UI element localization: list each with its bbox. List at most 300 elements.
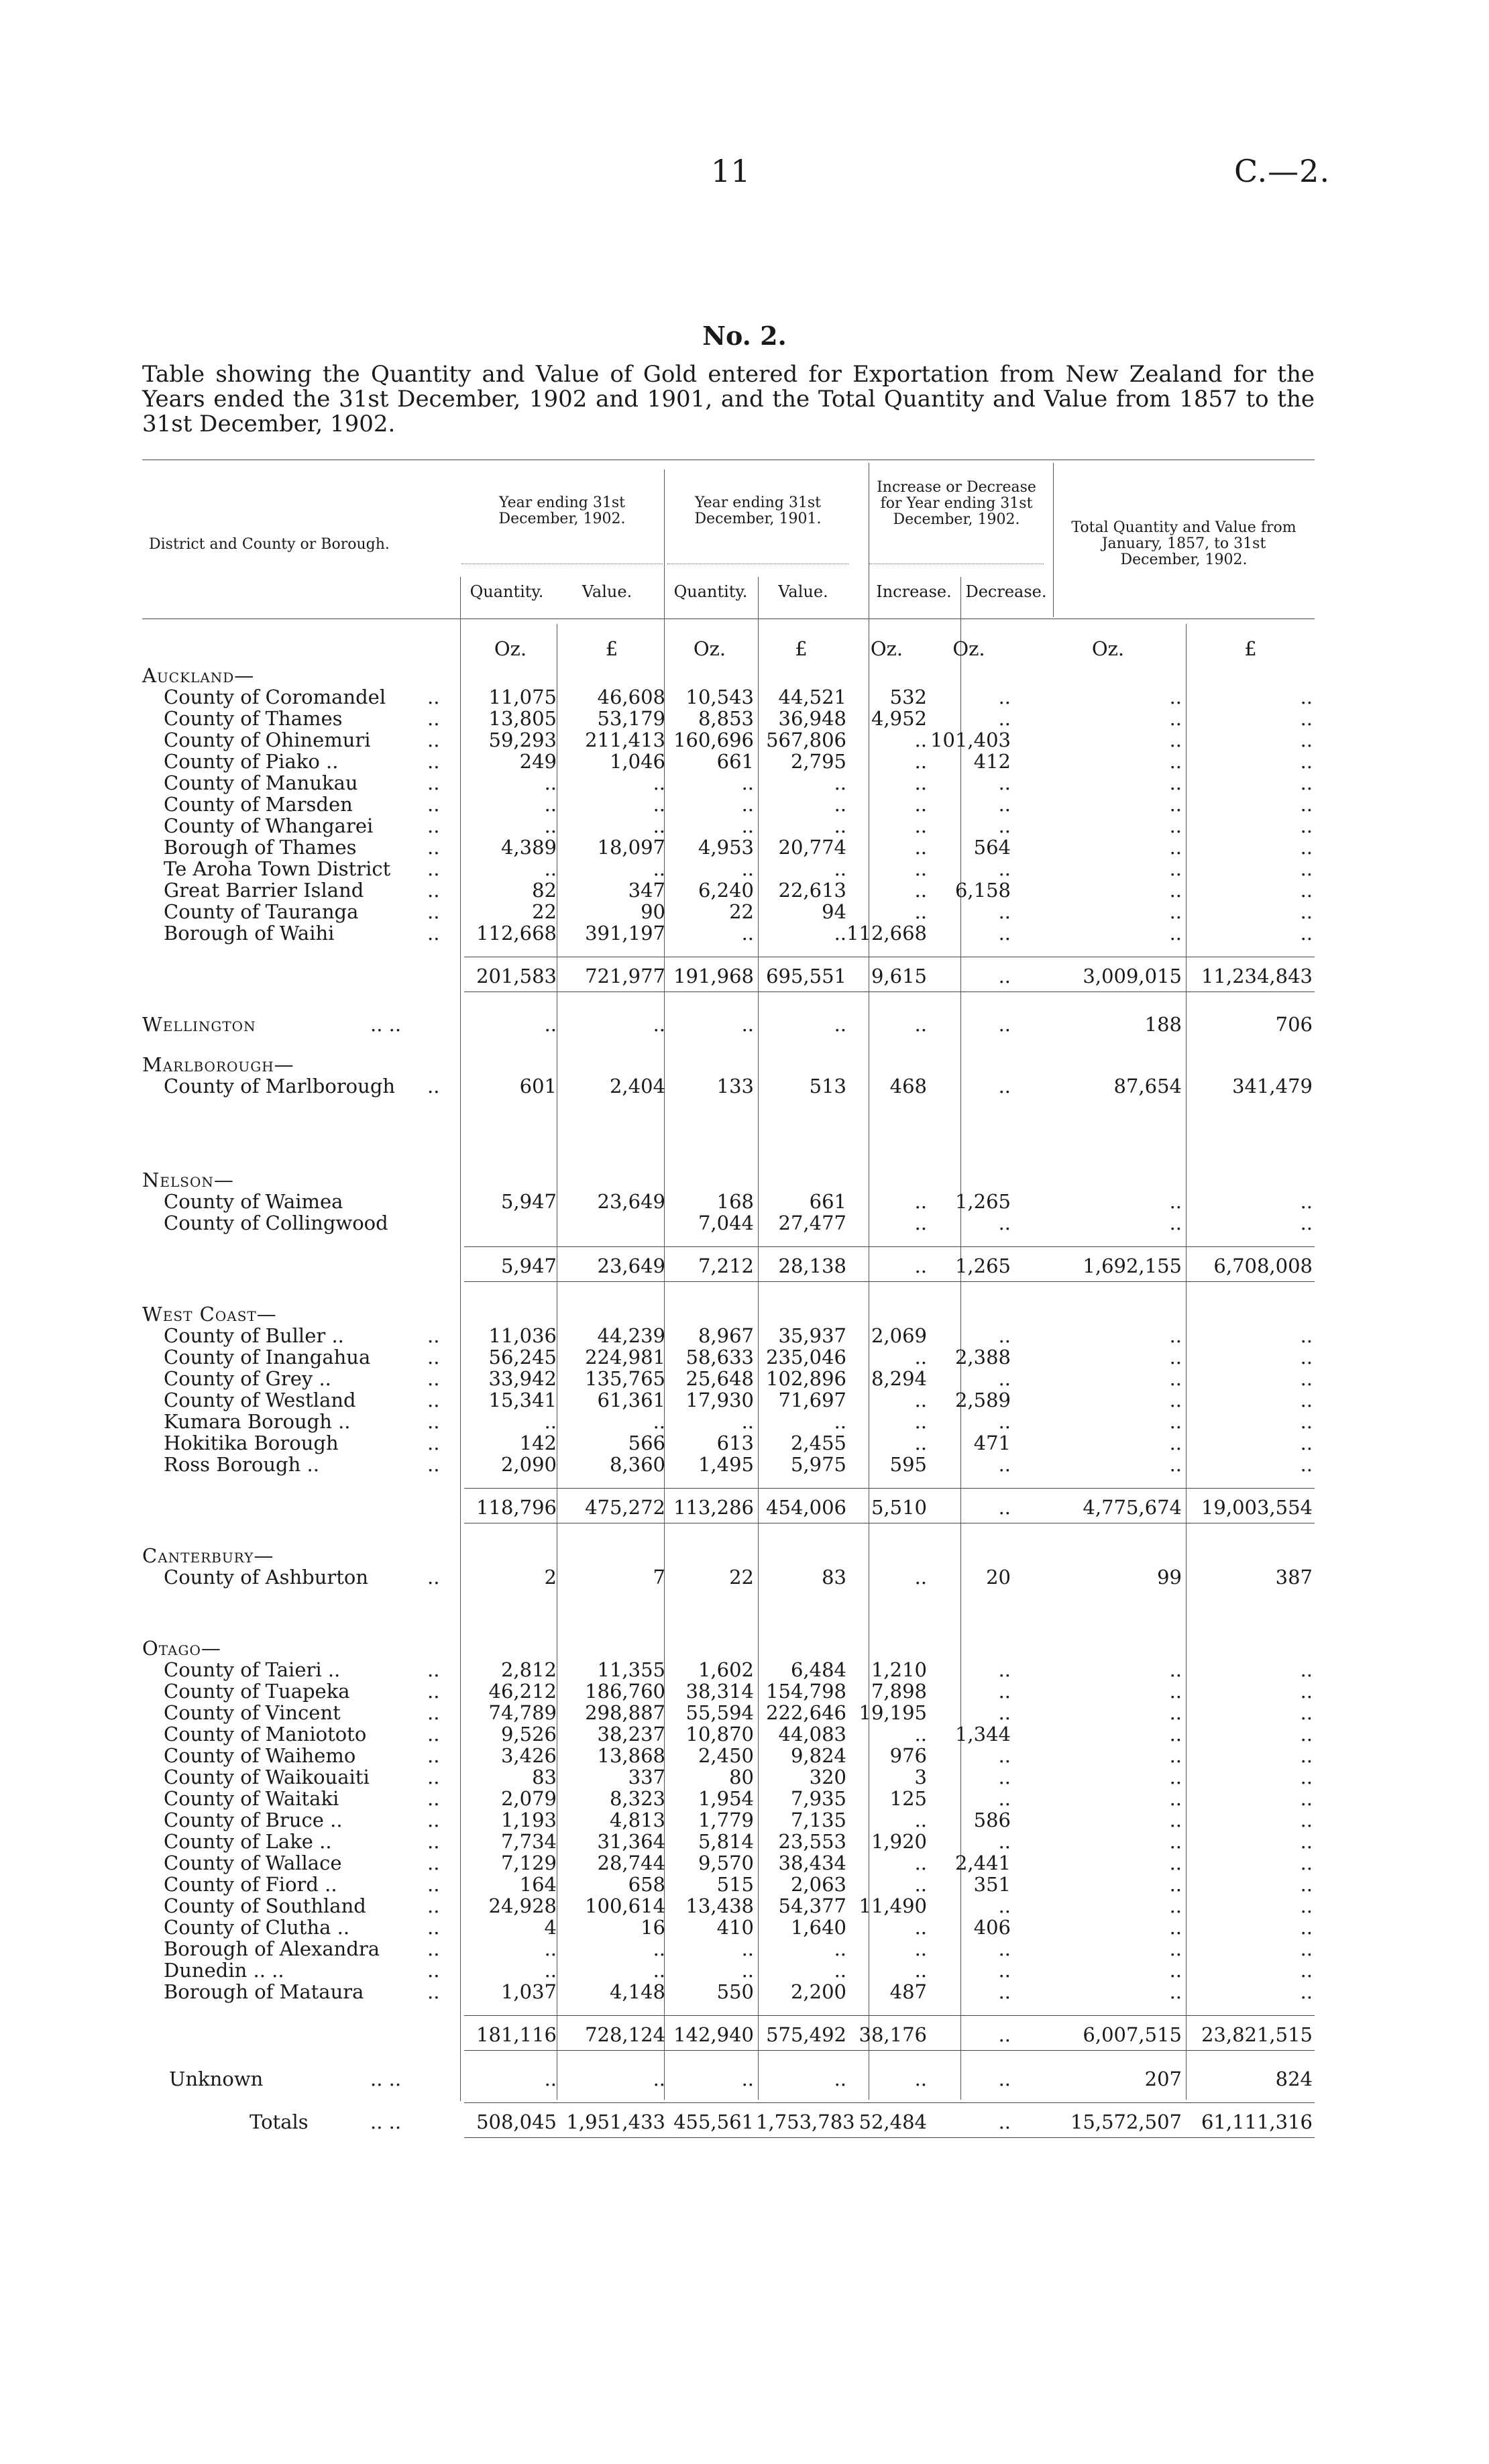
unit-label: £ xyxy=(605,637,618,660)
table-cell: .. xyxy=(998,1410,1011,1433)
table-row xyxy=(142,1367,1323,1389)
row-label: County of Thames xyxy=(164,707,343,730)
region-row xyxy=(142,1169,1323,1190)
region-row xyxy=(142,1544,1323,1566)
table-cell: 661 xyxy=(809,1190,846,1213)
table-cell: .. xyxy=(914,1254,927,1277)
table-cell: 11,036 xyxy=(488,1324,557,1347)
table-cell: 3,426 xyxy=(500,1744,557,1767)
table-cell: .. xyxy=(653,2068,665,2090)
table-cell: 695,551 xyxy=(766,965,846,987)
table-row xyxy=(142,1324,1323,1346)
table-cell: 1,692,155 xyxy=(1083,1254,1182,1277)
table-cell: .. xyxy=(544,771,557,794)
leader-dots: .. xyxy=(427,707,440,730)
table-cell: .. xyxy=(834,2068,846,2090)
table-cell: .. xyxy=(741,1959,754,1982)
unit-label: £ xyxy=(795,637,808,660)
subtotal-row xyxy=(142,965,1323,986)
table-cell: 224,981 xyxy=(585,1346,665,1369)
table-cell: .. xyxy=(998,793,1011,816)
table-cell: 1,495 xyxy=(698,1453,754,1476)
leader-dots: .. xyxy=(427,729,440,751)
table-cell: 201,583 xyxy=(476,965,557,987)
table-cell: .. xyxy=(1300,707,1313,730)
table-cell: 4,389 xyxy=(500,836,557,859)
leader-dots: .. xyxy=(427,686,440,708)
leader-dots: .. xyxy=(427,1346,440,1369)
table-cell: .. xyxy=(741,771,754,794)
table-cell: .. xyxy=(914,900,927,923)
table-cell: .. xyxy=(1300,750,1313,773)
leader-dots: .. xyxy=(427,1959,440,1982)
table-cell: .. xyxy=(998,1937,1011,1960)
table-cell: .. xyxy=(998,900,1011,923)
leader-dots: .. xyxy=(427,1766,440,1788)
row-label: County of Fiord .. xyxy=(164,1873,337,1896)
table-cell: 25,648 xyxy=(685,1367,754,1390)
table-cell: .. xyxy=(544,1937,557,1960)
table-row xyxy=(142,771,1323,793)
table-cell: 58,633 xyxy=(685,1346,754,1369)
table-cell: .. xyxy=(1300,1389,1313,1411)
table-cell: .. xyxy=(653,1013,665,1036)
table-cell: .. xyxy=(998,1212,1011,1234)
table-cell: 1,779 xyxy=(698,1809,754,1831)
table-cell: .. xyxy=(544,793,557,816)
leader-dots: .. xyxy=(427,879,440,902)
table-cell: 44,083 xyxy=(778,1723,846,1746)
table-cell: 11,234,843 xyxy=(1201,965,1313,987)
table-cell: .. xyxy=(1169,1410,1182,1433)
subtotal-rule xyxy=(464,1281,1315,1282)
table-cell: 87,654 xyxy=(1113,1075,1182,1097)
column-rule xyxy=(1053,463,1054,617)
leader-dots: .. xyxy=(427,1075,440,1097)
table-cell: 471 xyxy=(973,1432,1011,1454)
table-cell: 10,543 xyxy=(685,686,754,708)
table-cell: 71,697 xyxy=(778,1389,846,1411)
table-cell: 17,930 xyxy=(685,1389,754,1411)
table-cell: 824 xyxy=(1275,2068,1313,2090)
row-label: Te Aroha Town District xyxy=(164,857,391,880)
row-label: County of Piako .. xyxy=(164,750,339,773)
table-cell: 412 xyxy=(973,750,1011,773)
table-cell: .. xyxy=(914,1013,927,1036)
table-row xyxy=(142,707,1323,729)
table-cell: 567,806 xyxy=(766,729,846,751)
table-row xyxy=(142,1453,1323,1475)
table-cell: .. xyxy=(1300,1959,1313,1982)
table-cell: 2,063 xyxy=(790,1873,846,1896)
table-cell: 83 xyxy=(532,1766,557,1788)
table-cell: .. xyxy=(834,793,846,816)
table-cell: 2,404 xyxy=(609,1075,665,1097)
table-cell: 391,197 xyxy=(585,922,665,945)
qty-1901-subheader: Quantity. xyxy=(673,582,748,601)
table-cell: .. xyxy=(741,1937,754,1960)
table-cell: .. xyxy=(834,814,846,837)
table-row xyxy=(142,1432,1323,1453)
row-label: County of Taieri .. xyxy=(164,1658,341,1681)
table-cell: .. xyxy=(1300,1787,1313,1810)
table-cell: 186,760 xyxy=(585,1680,665,1703)
table-cell: 5,975 xyxy=(790,1453,846,1476)
table-cell: 575,492 xyxy=(766,2023,846,2046)
row-label: County of Clutha .. xyxy=(164,1916,350,1939)
table-cell: .. xyxy=(1169,1809,1182,1831)
table-cell: .. xyxy=(741,814,754,837)
leader-dots: .. xyxy=(427,793,440,816)
row-label: County of Maniototo xyxy=(164,1723,367,1746)
table-row xyxy=(142,1566,1323,1587)
table-cell: 82 xyxy=(532,879,557,902)
row-label: County of Southland xyxy=(164,1894,366,1917)
row-label: Borough of Waihi xyxy=(164,922,335,945)
table-cell: 22 xyxy=(532,900,557,923)
leader-dots: .. xyxy=(427,814,440,837)
subtotal-rule xyxy=(464,2102,1315,2103)
table-cell: 406 xyxy=(973,1916,1011,1939)
table-cell: 56,245 xyxy=(488,1346,557,1369)
table-cell: 164 xyxy=(519,1873,557,1896)
table-cell: .. xyxy=(914,1723,927,1746)
table-cell: .. xyxy=(1169,1894,1182,1917)
table-cell: 211,413 xyxy=(585,729,665,751)
leader-dots: .. xyxy=(427,750,440,773)
table-cell: 347 xyxy=(628,879,665,902)
table-cell: 4,813 xyxy=(609,1809,665,1831)
leader-dots: .. xyxy=(427,1389,440,1411)
table-cell: 1,602 xyxy=(698,1658,754,1681)
table-cell: .. xyxy=(544,1410,557,1433)
table-cell: 36,948 xyxy=(778,707,846,730)
table-cell: .. xyxy=(1300,1980,1313,2003)
table-cell: 5,947 xyxy=(500,1254,557,1277)
table-cell: .. xyxy=(998,1980,1011,2003)
table-cell: .. xyxy=(741,1410,754,1433)
table-cell: .. xyxy=(1169,1873,1182,1896)
leader-dots: .. xyxy=(427,1894,440,1917)
table-cell: 46,608 xyxy=(597,686,665,708)
table-cell: 4,775,674 xyxy=(1083,1496,1182,1519)
leader-dots: .. xyxy=(427,1873,440,1896)
table-cell: 2,455 xyxy=(790,1432,846,1454)
table-cell: 2,069 xyxy=(871,1324,927,1347)
table-cell: .. xyxy=(1300,1190,1313,1213)
table-row xyxy=(142,1744,1323,1766)
table-cell: 1,344 xyxy=(954,1723,1011,1746)
table-cell: 154,798 xyxy=(766,1680,846,1703)
table-cell: 5,947 xyxy=(500,1190,557,1213)
table-cell: .. xyxy=(998,1959,1011,1982)
table-cell: 976 xyxy=(889,1744,927,1767)
table-cell: 31,364 xyxy=(597,1830,665,1853)
table-cell: .. xyxy=(653,771,665,794)
table-cell: .. xyxy=(1300,1432,1313,1454)
row-label: County of Coromandel xyxy=(164,686,386,708)
table-cell: .. xyxy=(834,1013,846,1036)
table-cell: .. xyxy=(914,2068,927,2090)
table-cell: .. xyxy=(1169,1766,1182,1788)
table-row xyxy=(142,879,1323,900)
table-cell: .. xyxy=(1169,1346,1182,1369)
table-cell: 6,158 xyxy=(954,879,1011,902)
table-cell: 2,795 xyxy=(790,750,846,773)
row-label: County of Grey .. xyxy=(164,1367,331,1390)
table-cell: .. xyxy=(1169,1389,1182,1411)
table-cell: 728,124 xyxy=(585,2023,665,2046)
table-cell: .. xyxy=(1300,1852,1313,1874)
table-cell: .. xyxy=(1300,1212,1313,1234)
table-cell: 53,179 xyxy=(597,707,665,730)
table-cell: .. xyxy=(1300,1701,1313,1724)
row-label: Nelson— xyxy=(142,1169,234,1191)
table-cell: .. xyxy=(1300,814,1313,837)
table-row xyxy=(142,836,1323,857)
table-cell: .. xyxy=(1169,686,1182,708)
table-row xyxy=(142,1916,1323,1937)
table-cell: 2,200 xyxy=(790,1980,846,2003)
row-label: Unknown xyxy=(169,2068,264,2090)
unit-label: Oz. xyxy=(1091,637,1125,660)
table-cell: 586 xyxy=(973,1809,1011,1831)
table-cell: .. xyxy=(1169,1937,1182,1960)
table-cell: 320 xyxy=(809,1766,846,1788)
table-cell: 181,116 xyxy=(476,2023,557,2046)
table-cell: .. xyxy=(1169,1190,1182,1213)
table-cell: 2 xyxy=(544,1566,557,1589)
table-cell: .. xyxy=(1300,729,1313,751)
row-label: County of Buller .. xyxy=(164,1324,344,1347)
subtotal-row xyxy=(142,2023,1323,2045)
unit-label: Oz. xyxy=(494,637,527,660)
subtotal-rule xyxy=(464,2050,1315,2051)
year-1902-header: Year ending 31st December, 1902. xyxy=(498,494,626,527)
table-cell: 8,360 xyxy=(609,1453,665,1476)
table-cell: 135,765 xyxy=(585,1367,665,1390)
table-cell: .. xyxy=(544,2068,557,2090)
leader-dots: .. xyxy=(427,1852,440,1874)
table-cell: .. xyxy=(1300,857,1313,880)
table-cell: 90 xyxy=(641,900,665,923)
table-cell: 7,734 xyxy=(500,1830,557,1853)
table-cell: 35,937 xyxy=(778,1324,846,1347)
table-cell: 23,649 xyxy=(597,1254,665,1277)
table-cell: 101,403 xyxy=(930,729,1011,751)
table-cell: 6,708,008 xyxy=(1213,1254,1313,1277)
table-cell: 16 xyxy=(641,1916,665,1939)
table-cell: .. xyxy=(1169,879,1182,902)
row-label: County of Marlborough xyxy=(164,1075,396,1097)
table-cell: 11,355 xyxy=(597,1658,665,1681)
table-cell: .. xyxy=(998,2110,1011,2133)
table-cell: 8,294 xyxy=(871,1367,927,1390)
table-cell: 59,293 xyxy=(488,729,557,751)
table-cell: 515 xyxy=(716,1873,754,1896)
table-cell: 74,789 xyxy=(488,1701,557,1724)
leader-dots: .. xyxy=(427,1453,440,1476)
table-cell: .. xyxy=(1300,771,1313,794)
table-cell: 11,075 xyxy=(488,686,557,708)
table-cell: .. xyxy=(998,1658,1011,1681)
table-cell: .. xyxy=(914,1852,927,1874)
table-cell: .. xyxy=(653,814,665,837)
table-cell: .. xyxy=(1169,1453,1182,1476)
table-cell: 8,853 xyxy=(698,707,754,730)
table-cell: 508,045 xyxy=(476,2110,557,2133)
table-cell: .. xyxy=(834,771,846,794)
table-cell: 658 xyxy=(628,1873,665,1896)
table-row xyxy=(142,922,1323,943)
table-cell: .. xyxy=(998,686,1011,708)
table-cell: .. xyxy=(1300,1894,1313,1917)
value-1901-subheader: Value. xyxy=(778,582,828,601)
row-label: County of Marsden xyxy=(164,793,353,816)
table-cell: 191,968 xyxy=(673,965,754,987)
table-cell: .. xyxy=(1300,1873,1313,1896)
table-row xyxy=(142,1346,1323,1367)
table-cell: 38,434 xyxy=(778,1852,846,1874)
table-cell: 613 xyxy=(716,1432,754,1454)
table-cell: .. xyxy=(914,857,927,880)
table-cell: .. xyxy=(998,1324,1011,1347)
table-cell: .. xyxy=(1300,1658,1313,1681)
region-row xyxy=(142,1637,1323,1658)
table-cell: .. xyxy=(834,1937,846,1960)
table-cell: .. xyxy=(998,1496,1011,1519)
table-cell: .. xyxy=(914,1873,927,1896)
table-cell: 298,887 xyxy=(585,1701,665,1724)
table-cell: 1,640 xyxy=(790,1916,846,1939)
table-cell: .. xyxy=(914,1346,927,1369)
leader-dots: .. xyxy=(427,1809,440,1831)
table-cell: .. xyxy=(653,793,665,816)
table-cell: .. xyxy=(998,1787,1011,1810)
table-row xyxy=(142,793,1323,814)
table-cell: .. xyxy=(1169,1980,1182,2003)
row-label: County of Whangarei xyxy=(164,814,374,837)
table-cell: 337 xyxy=(628,1766,665,1788)
subtotal-rule xyxy=(464,2137,1315,2138)
district-header: District and County or Borough. xyxy=(149,536,390,553)
units-row xyxy=(142,637,1323,659)
table-cell: .. xyxy=(914,1937,927,1960)
table-cell: 387 xyxy=(1275,1566,1313,1589)
table-cell: .. xyxy=(741,1013,754,1036)
row-label: County of Westland xyxy=(164,1389,356,1411)
table-cell: .. xyxy=(1300,1346,1313,1369)
table-cell: .. xyxy=(1169,836,1182,859)
leader-dots: .. xyxy=(427,1830,440,1853)
table-row xyxy=(142,900,1323,922)
row-label: County of Ashburton xyxy=(164,1566,369,1589)
table-cell: 532 xyxy=(889,686,927,708)
table-cell: .. xyxy=(1169,1680,1182,1703)
leader-dots: .. xyxy=(427,1744,440,1767)
table-cell: 4,953 xyxy=(698,836,754,859)
unit-label: Oz. xyxy=(870,637,903,660)
table-cell: 2,441 xyxy=(954,1852,1011,1874)
table-cell: .. xyxy=(1300,1410,1313,1433)
row-label: Dunedin .. .. xyxy=(164,1959,284,1982)
row-label: Otago— xyxy=(142,1637,221,1660)
unit-label: Oz. xyxy=(952,637,985,660)
table-cell: 20 xyxy=(986,1566,1011,1589)
table-cell: .. xyxy=(998,965,1011,987)
table-cell: 83 xyxy=(822,1566,846,1589)
table-cell: 19,195 xyxy=(859,1701,927,1724)
table-row xyxy=(142,1894,1323,1916)
table-cell: 33,942 xyxy=(488,1367,557,1390)
table-cell: .. xyxy=(914,1389,927,1411)
table-cell: 38,176 xyxy=(859,2023,927,2046)
row-label: Hokitika Borough xyxy=(164,1432,339,1454)
table-cell: 61,361 xyxy=(597,1389,665,1411)
table-cell: .. xyxy=(741,793,754,816)
table-cell: 1,210 xyxy=(871,1658,927,1681)
table-cell: .. xyxy=(1300,900,1313,923)
table-cell: .. xyxy=(914,771,927,794)
table-cell: .. xyxy=(914,1809,927,1831)
row-label: County of Bruce .. xyxy=(164,1809,343,1831)
table-row xyxy=(142,1410,1323,1432)
table-cell: 1,046 xyxy=(609,750,665,773)
qty-1902-subheader: Quantity. xyxy=(470,582,544,601)
table-cell: .. xyxy=(834,857,846,880)
table-cell: 6,484 xyxy=(790,1658,846,1681)
table-row xyxy=(142,1809,1323,1830)
row-label: County of Ohinemuri xyxy=(164,729,371,751)
table-cell: .. xyxy=(1169,922,1182,945)
row-label: Borough of Thames xyxy=(164,836,357,859)
table-cell: 23,821,515 xyxy=(1201,2023,1313,2046)
table-cell: 6,240 xyxy=(698,879,754,902)
table-caption: Table showing the Quantity and Value of Gold entered for Exportation from New Zealand for the Years ended the 31st December, 1902 and 1901, and the Total Quantity and Value from 1857 to the 31st December, 1902. xyxy=(142,361,1315,437)
table-cell: .. xyxy=(1169,1212,1182,1234)
table-cell: 2,090 xyxy=(500,1453,557,1476)
table-cell: .. xyxy=(998,1830,1011,1853)
table-cell: .. xyxy=(998,2068,1011,2090)
table-cell: .. xyxy=(914,836,927,859)
table-cell: 7,044 xyxy=(698,1212,754,1234)
table-cell: .. xyxy=(1169,793,1182,816)
table-cell: 38,314 xyxy=(685,1680,754,1703)
table-cell: 112,668 xyxy=(476,922,557,945)
table-row xyxy=(142,1980,1323,2002)
table-cell: .. xyxy=(998,857,1011,880)
table-cell: .. xyxy=(834,1959,846,1982)
table-cell: 601 xyxy=(519,1075,557,1097)
table-row xyxy=(142,1680,1323,1701)
table-cell: .. xyxy=(1300,1723,1313,1746)
table-cell: 595 xyxy=(889,1453,927,1476)
leader-dots: .. xyxy=(427,1658,440,1681)
table-cell: 249 xyxy=(519,750,557,773)
table-row xyxy=(142,1766,1323,1787)
leader-dots: .. xyxy=(427,900,440,923)
table-cell: .. xyxy=(1169,1367,1182,1390)
table-cell: 351 xyxy=(973,1873,1011,1896)
table-cell: 23,553 xyxy=(778,1830,846,1853)
table-cell: 94 xyxy=(822,900,846,923)
table-heading: No. 2. xyxy=(702,321,787,351)
table-cell: 22 xyxy=(729,1566,754,1589)
leader-dots: .. xyxy=(427,1680,440,1703)
subtotal-rule xyxy=(464,1246,1315,1247)
table-cell: .. xyxy=(653,857,665,880)
table-cell: 706 xyxy=(1275,1013,1313,1036)
